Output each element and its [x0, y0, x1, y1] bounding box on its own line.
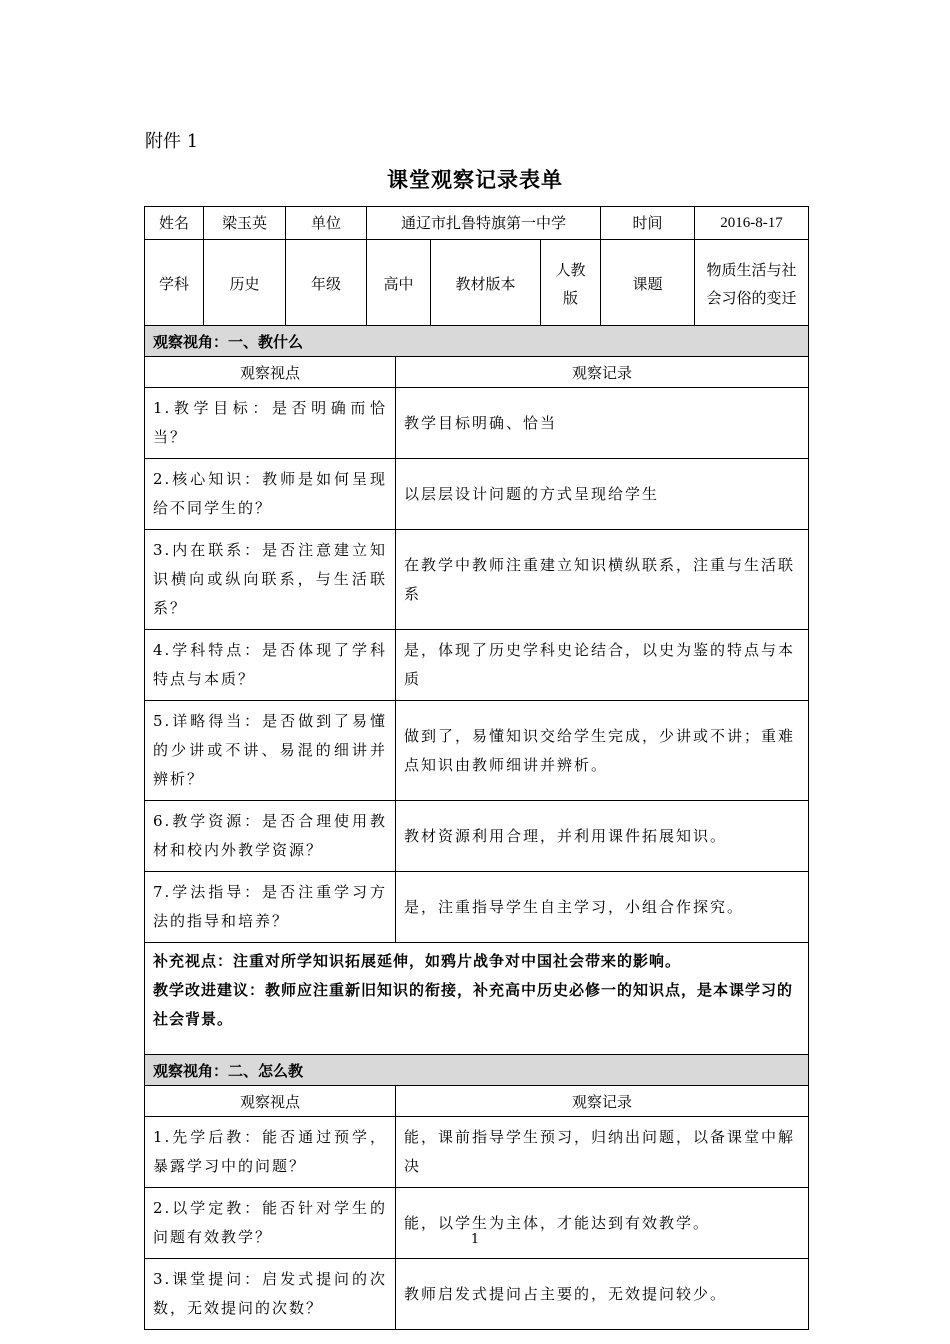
- table-row-question: 5.详略得当：是否做到了易懂的少讲或不讲、易混的细讲并辨析？: [145, 701, 396, 801]
- section-2-col-point: 观察视点: [145, 1086, 396, 1117]
- table-row-answer: 教材资源利用合理，并利用课件拓展知识。: [396, 801, 809, 872]
- table-row-answer: 是，体现了历史学科史论结合，以史为鉴的特点与本质: [396, 630, 809, 701]
- table-row-answer: 能，以学生为主体，才能达到有效教学。: [396, 1188, 809, 1259]
- table-row-question: 1.先学后教：能否通过预学，暴露学习中的问题？: [145, 1117, 396, 1188]
- table-row-answer: 以层层设计问题的方式呈现给学生: [396, 459, 809, 530]
- name-value: 梁玉英: [204, 207, 286, 240]
- name-label: 姓名: [145, 207, 204, 240]
- table-row-question: 7.学法指导：是否注重学习方法的指导和培养？: [145, 872, 396, 943]
- attachment-label: 附件 1: [145, 131, 199, 152]
- page-title: 课堂观察记录表单: [387, 167, 563, 192]
- unit-value: 通辽市扎鲁特旗第一中学: [367, 207, 601, 240]
- time-label: 时间: [601, 207, 695, 240]
- grade-label: 年级: [286, 240, 367, 329]
- table-row-answer: 是，注重指导学生自主学习，小组合作探究。: [396, 872, 809, 943]
- subject-value: 历史: [204, 240, 286, 329]
- section-2-col-record: 观察记录: [396, 1086, 809, 1117]
- table-row-question: 2.以学定教：能否针对学生的问题有效教学？: [145, 1188, 396, 1259]
- table-row-question: 3.课堂提问：启发式提问的次数，无效提问的次数？: [145, 1259, 396, 1330]
- section-1-title: 观察视角：一、教什么: [145, 326, 809, 357]
- section-2-title: 观察视角：二、怎么教: [145, 1055, 809, 1086]
- topic-label: 课题: [601, 240, 695, 329]
- table-row-answer: 教学目标明确、恰当: [396, 388, 809, 459]
- edition-label: 教材版本: [431, 240, 541, 329]
- table-row-question: 6.教学资源：是否合理使用教材和校内外教学资源？: [145, 801, 396, 872]
- improvement-suggestion-cont: 社会背景。: [153, 1010, 234, 1028]
- unit-label: 单位: [286, 207, 367, 240]
- time-value: 2016-8-17: [695, 207, 809, 240]
- section-1-col-point: 观察视点: [145, 357, 396, 388]
- edition-value: 人教版: [541, 240, 601, 329]
- table-row-answer: 能，课前指导学生预习，归纳出问题，以备课堂中解决: [396, 1117, 809, 1188]
- supplement-block: [145, 943, 809, 1055]
- section-1-col-record: 观察记录: [396, 357, 809, 388]
- table-row-answer: 在教学中教师注重建立知识横纵联系，注重与生活联系: [396, 530, 809, 630]
- table-row-question: 2.核心知识：教师是如何呈现给不同学生的？: [145, 459, 396, 530]
- subject-label: 学科: [145, 240, 204, 329]
- topic-value: 物质生活与社会习俗的变迁: [695, 240, 809, 329]
- header-info-table: [144, 206, 809, 329]
- table-row-question: 3.内在联系：是否注意建立知识横向或纵向联系，与生活联系？: [145, 530, 396, 630]
- page-number: 1: [470, 1232, 480, 1247]
- table-row-answer: 做到了，易懂知识交给学生完成，少讲或不讲；重难点知识由教师细讲并辨析。: [396, 701, 809, 801]
- table-row-question: 4.学科特点：是否体现了学科特点与本质？: [145, 630, 396, 701]
- grade-value: 高中: [367, 240, 431, 329]
- supplement-viewpoint: 补充视点：注重对所学知识拓展延伸，如鸦片战争对中国社会带来的影响。: [153, 952, 682, 970]
- table-row-answer: 教师启发式提问占主要的，无效提问较少。: [396, 1259, 809, 1330]
- table-row-question: 1.教学目标：是否明确而恰当？: [145, 388, 396, 459]
- observation-table: [144, 325, 809, 1330]
- improvement-suggestion: 教学改进建议：教师应注重新旧知识的衔接，补充高中历史必修一的知识点，是本课学习的: [153, 981, 794, 999]
